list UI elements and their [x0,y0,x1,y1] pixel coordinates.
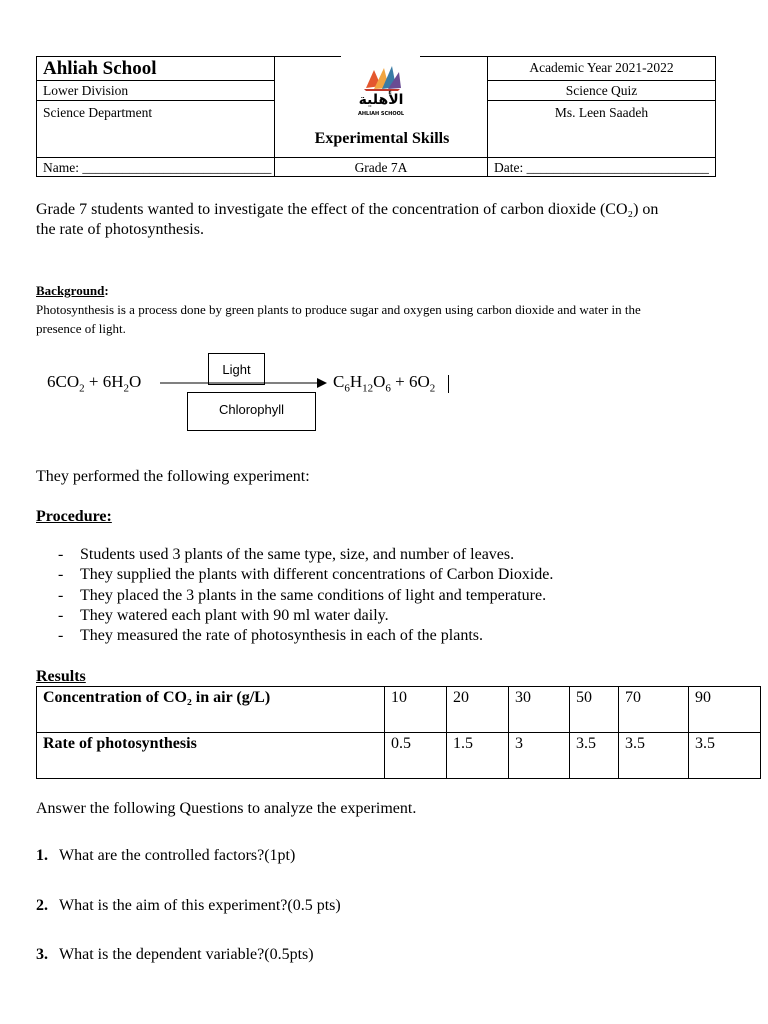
chlorophyll-condition-box [187,392,316,431]
academic-year-cell [487,56,716,81]
question-3 [36,946,314,964]
school-name-cell [36,56,275,81]
procedure-item-text: They watered each plant with 90 ml water daily. [80,606,389,624]
logo-arabic-text: الأهلية [358,92,404,108]
procedure-heading-text: Procedure: [36,508,112,525]
equation-reactants: $6CO_2 + 6H_2O$ [47,372,142,395]
teacher-name: Ms. Leen Saadeh [554,105,649,120]
procedure-item-text: They supplied the plants with different concentrations of Carbon Dioxide. [80,566,554,584]
division-label: Lower Division [43,83,129,98]
question-2 [36,897,341,915]
background-line-1: Photosynthesis is a process done by green plants to produce sugar and oxygen using carbon dioxide and water in the [36,302,641,317]
list-item: - They placed the 3 plants in the same conditions of light and temperature. [58,586,547,604]
intro-line-1: Grade 7 students wanted to investigate the effect of the concentration of carbon dioxide (CO₂) on [36,201,659,218]
list-item: - They supplied the plants with different concentrations of Carbon Dioxide. [58,566,554,584]
division-cell [36,80,275,101]
procedure-item-text: They measured the rate of photosynthesis in each of the plants. [80,627,483,645]
name-cell [36,157,275,177]
table-cell: 70 [619,687,689,733]
quiz-type-cell [487,80,716,101]
grade-label: Grade 7A [354,160,408,175]
question-number: 3. [36,946,48,963]
quiz-type: Science Quiz [565,83,638,98]
header-table [36,56,716,177]
light-condition-box [208,353,265,385]
table-cell: 3 [509,733,570,779]
table-cell: 1.5 [447,733,509,779]
school-logo [344,62,418,132]
question-text: What is the dependent variable?(0.5pts) [59,946,314,963]
background-section [36,281,751,338]
table-cell: 0.5 [385,733,447,779]
answer-prompt: Answer the following Questions to analyze the experiment. [36,800,417,817]
equation-products: $C_6H_{12}O_6 + 6O_2$ [333,372,436,395]
school-name: Ahliah School [43,58,157,79]
list-item: - They measured the rate of photosynthesis in each of the plants. [58,627,483,645]
text-cursor [448,375,449,393]
book-logo-icon [344,62,418,92]
date-field[interactable]: Date: ___________________________ [494,160,709,175]
background-colon: : [104,283,109,298]
procedure-heading [36,507,112,527]
procedure-item-text: They placed the 3 plants in the same conditions of light and temperature. [80,586,547,604]
logo-english-text: AHLIAH SCHOOL [357,111,405,117]
question-number: 1. [36,847,48,864]
table-cell: 20 [447,687,509,733]
question-text: What are the controlled factors?(1pt) [59,847,296,864]
name-field[interactable]: Name: ____________________________ [43,160,272,175]
list-item: - Students used 3 plants of the same type, size, and number of leaves. [58,546,515,563]
academic-year: Academic Year 2021-2022 [529,60,674,75]
background-heading: Background [36,283,105,298]
table-row [37,687,761,733]
results-heading-text: Results [36,668,86,685]
procedure-item-text: Students used 3 plants of the same type, size, and number of leaves. [80,546,515,563]
teacher-cell [487,100,716,158]
department-cell [36,100,275,158]
table-cell: 3.5 [619,733,689,779]
quiz-title: Experimental Skills [314,130,450,147]
list-item: - They watered each plant with 90 ml water daily. [58,606,389,624]
question-number: 2. [36,897,48,914]
table-cell: 30 [509,687,570,733]
results-heading [36,667,86,687]
table-cell: 3.5 [570,733,619,779]
background-line-2: presence of light. [36,321,126,336]
table-cell: 10 [385,687,447,733]
grade-cell [274,157,488,177]
title-cell [274,56,488,158]
table-header-cell: Concentration of CO₂ in air (g/L) [37,687,385,733]
table-cell: 3.5 [689,733,761,779]
table-row [37,733,761,779]
chlorophyll-label: Chlorophyll [218,402,285,417]
experiment-line: They performed the following experiment: [36,468,310,485]
table-cell: 90 [689,687,761,733]
date-cell [487,157,716,177]
intro-line-2: the rate of photosynthesis. [36,221,204,238]
question-1 [36,847,295,865]
intro-paragraph [36,200,746,240]
procedure-list [36,545,736,646]
table-header-cell: Rate of photosynthesis [37,733,385,779]
department-label: Science Department [43,105,153,120]
table-cell: 50 [570,687,619,733]
question-text: What is the aim of this experiment?(0.5 pts) [59,897,341,914]
results-table [36,686,761,779]
light-label: Light [222,362,251,377]
